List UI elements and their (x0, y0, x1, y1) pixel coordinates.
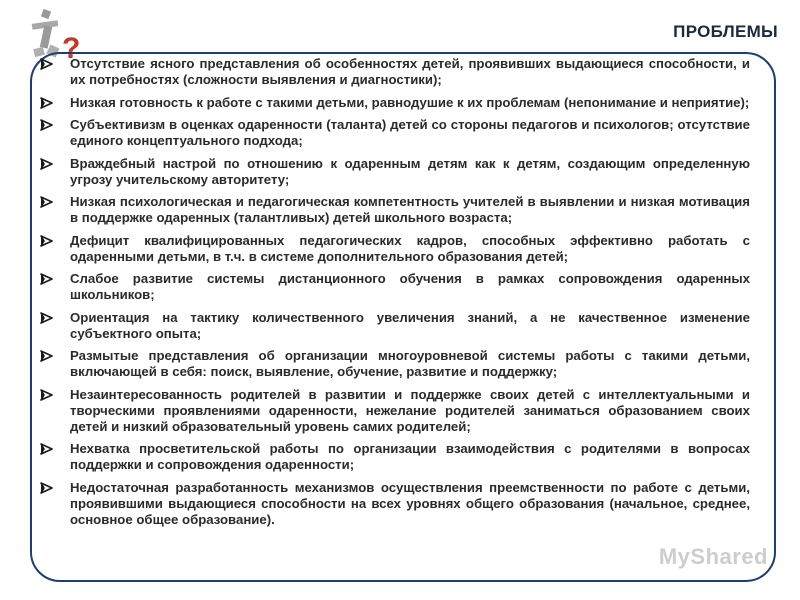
list-item (38, 480, 750, 528)
list-item-text: Незаинтересованность родителей в развитии и поддержке своих детей с интеллектуальными и творческими проявлениями одаренности, нежелание родителей заниматься образованием своих детей и низкий образовательный уровень самих родителей; (70, 386, 750, 434)
list-item (38, 233, 750, 265)
list-item-text: Нехватка просветительской работы по организации взаимодействия с родителями в вопросах поддержки и сопровождения одаренности; (70, 441, 750, 472)
arrow-bullet-icon (40, 349, 54, 363)
arrow-bullet-icon (40, 272, 54, 286)
list-item-text: Отсутствие ясного представления об особенностях детей, проявивших выдающиеся способности, и их потребностях (сложности выявления и диагностики); (70, 56, 750, 87)
watermark: MyShared (658, 544, 768, 569)
list-item (38, 387, 750, 435)
list-item-text: Дефицит квалифицированных педагогических кадров, способных эффективно работать с одаренными детьми, в т.ч. в системе дополнительного образования детей; (70, 232, 750, 264)
arrow-bullet-icon (40, 96, 54, 110)
list-item (38, 348, 750, 380)
arrow-bullet-icon (40, 195, 54, 209)
list-item (38, 56, 750, 88)
arrow-bullet-icon (40, 234, 54, 248)
list-item-text: Низкая готовность к работе с такими детьми, равнодушие к их проблемам (непонимание и неприятие); (70, 94, 750, 110)
svg-text:?: ? (62, 32, 81, 64)
list-item-text: Ориентация на тактику количественного увеличения знаний, а не качественное изменение субъектного опыта; (70, 309, 750, 341)
list-item (38, 95, 750, 111)
arrow-bullet-icon (40, 57, 54, 71)
list-item-text: Низкая психологическая и педагогическая компетентность учителей в выявлении и низкая мотивация в поддержке одаренных (талантливых) детей школьного возраста; (70, 194, 750, 225)
list-item-text: Недостаточная разработанность механизмов осуществления преемственности по работе с детьми, проявившими выдающиеся способности на всех уровнях общего образования (начальное, среднее, основное общее образование). (70, 479, 750, 527)
list-item-text: Враждебный настрой по отношению к одаренным детям как к детям, создающим определенную угрозу учительскому авторитету; (70, 155, 750, 187)
list-item-text: Субъективизм в оценках одаренности (таланта) детей со стороны педагогов и психологов; отсутствие единого концептуального подхода; (70, 117, 750, 148)
arrow-bullet-icon (40, 157, 54, 171)
list-item (38, 194, 750, 226)
list-item (38, 117, 750, 149)
list-item-text: Размытые представления об организации многоуровневой системы работы с такими детьми, включающей в себя: поиск, выявление, обучение, развитие и поддержку; (70, 348, 750, 379)
arrow-bullet-icon (40, 311, 54, 325)
list-item (38, 271, 750, 303)
list-item-text: Слабое развитие системы дистанционного обучения в рамках сопровождения одаренных школьников; (70, 271, 750, 302)
arrow-bullet-icon (40, 481, 54, 495)
arrow-bullet-icon (40, 118, 54, 132)
problems-list (38, 56, 750, 534)
list-item (38, 156, 750, 188)
list-item (38, 310, 750, 342)
arrow-bullet-icon (40, 442, 54, 456)
list-item (38, 441, 750, 473)
arrow-bullet-icon (40, 388, 54, 402)
page-title: ПРОБЛЕМЫ (673, 22, 778, 41)
